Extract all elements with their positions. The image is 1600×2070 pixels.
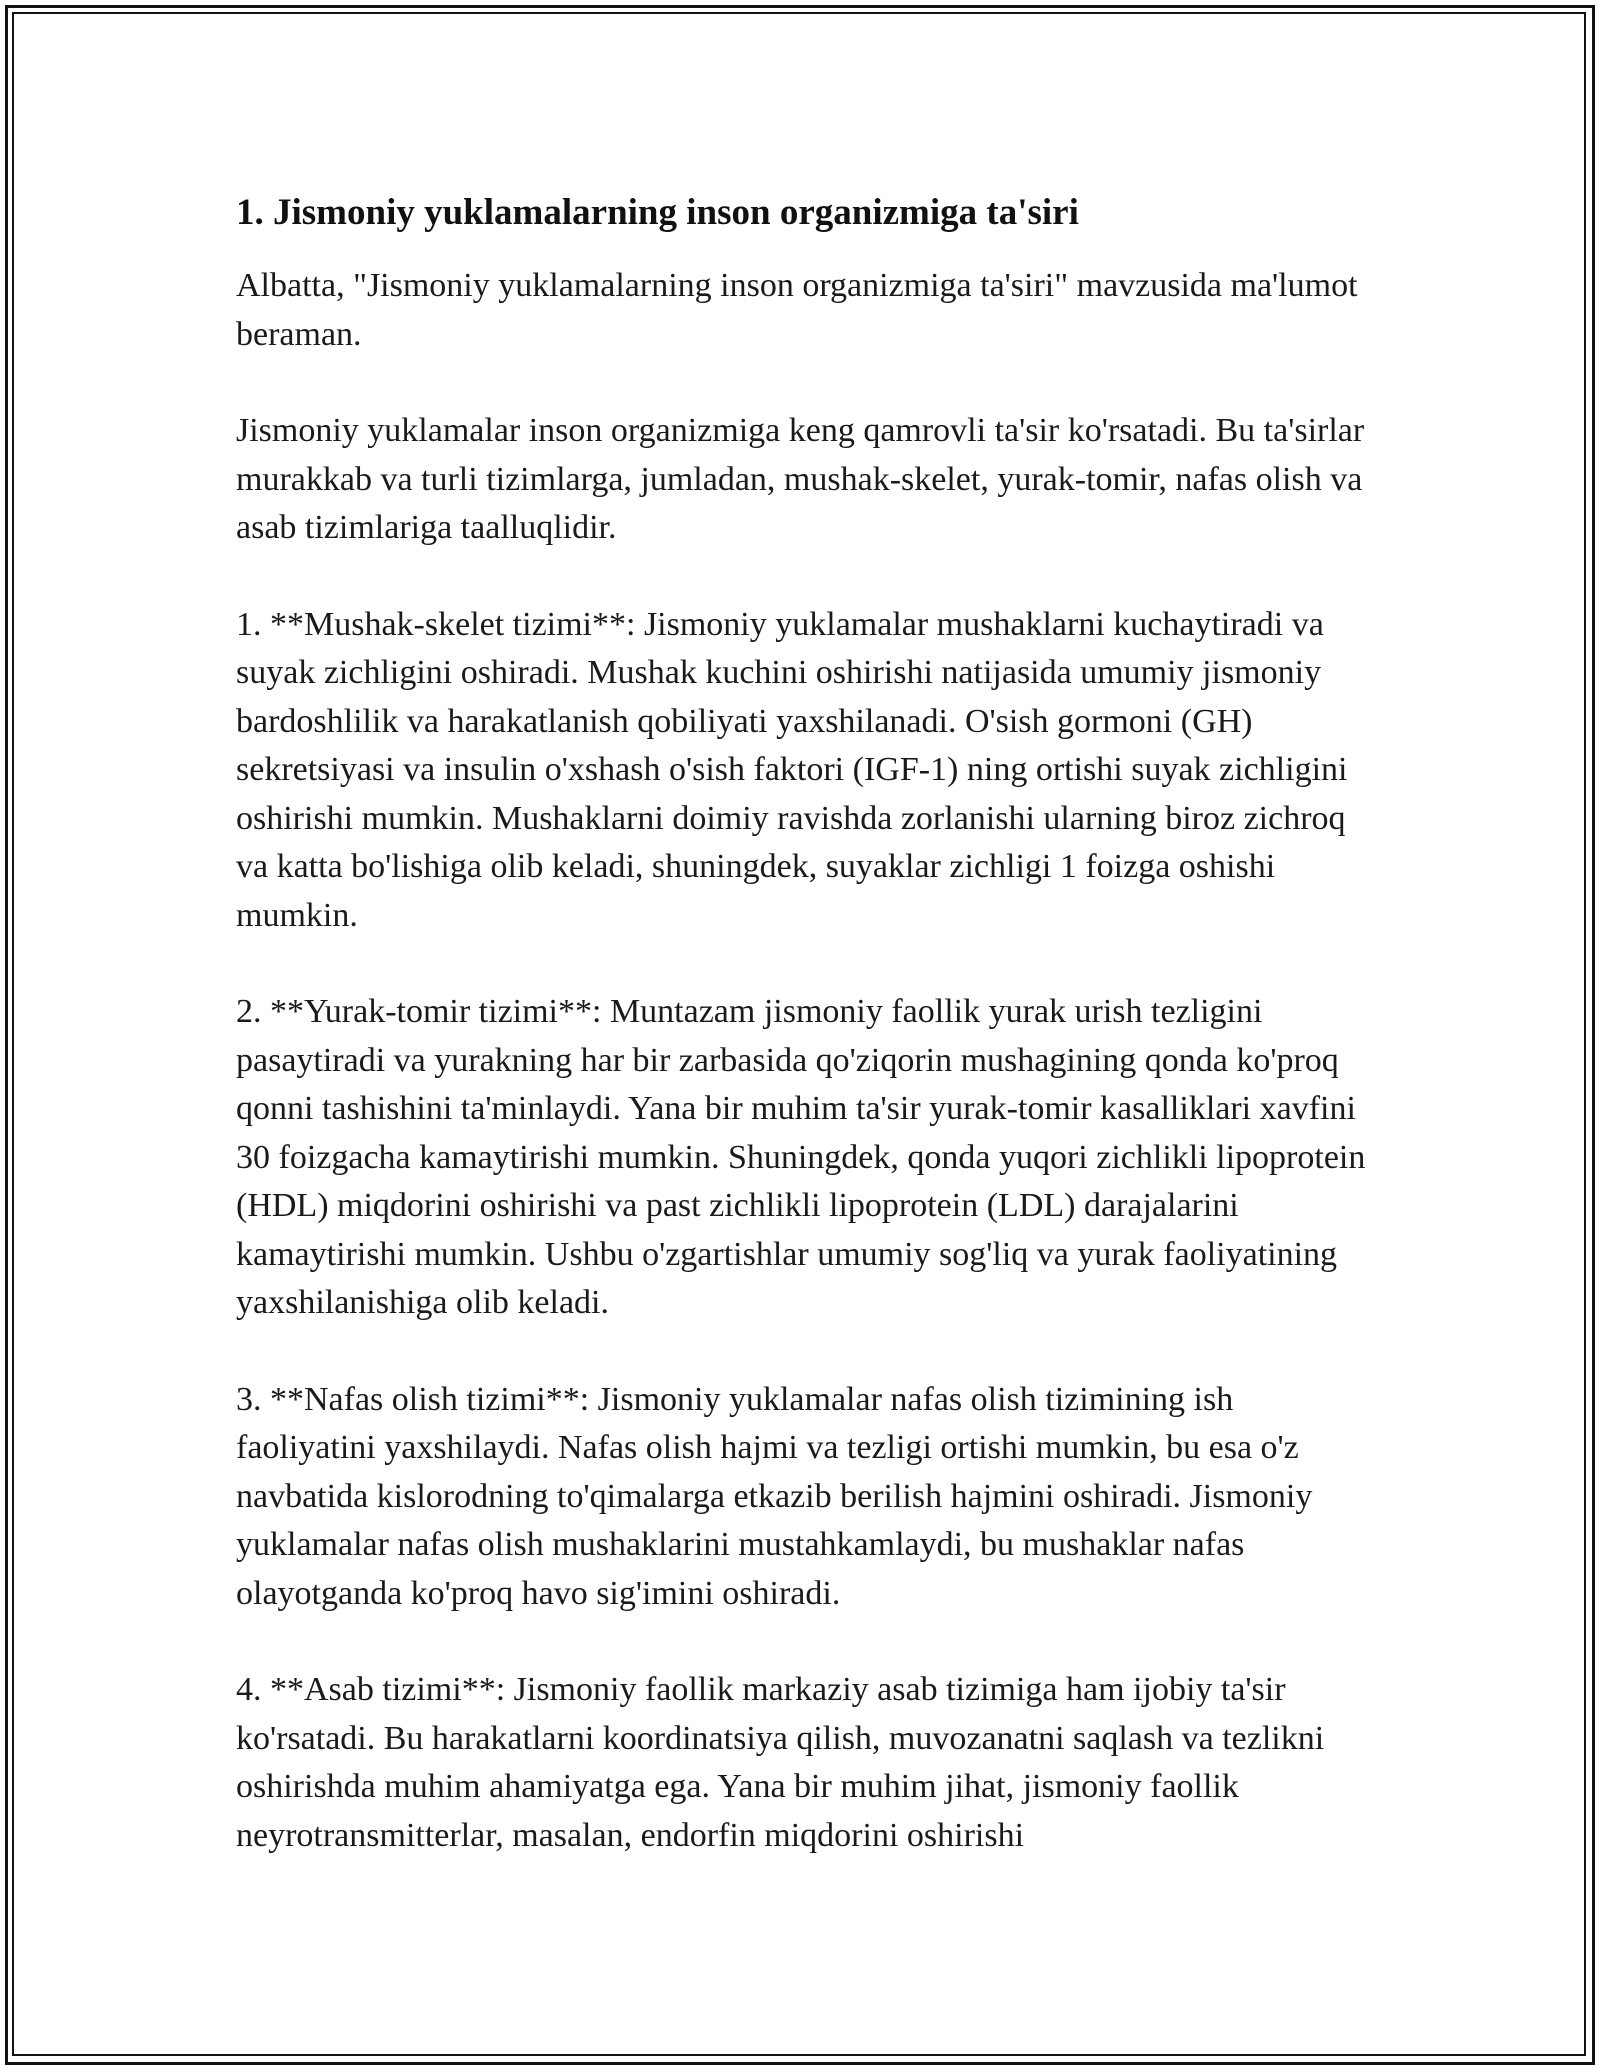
- document-body: [236, 182, 1376, 1908]
- respiratory-paragraph: 3. **Nafas olish tizimi**: Jismoniy yuklamalar nafas olish tizimining ish faoliyatini yaxshilaydi. Nafas olish hajmi va tezligi ortishi mumkin, bu esa o'z navbatida kislorodning to'qimalarga etkazib berilish hajmini oshiradi. Jismoniy yuklamalar nafas olish mushaklarini mustahkamlaydi, bu mushaklar nafas olayotganda ko'proq havo sig'imini oshiradi.: [236, 1380, 1313, 1612]
- intro-paragraph: Albatta, "Jismoniy yuklamalarning inson organizmiga ta'siri" mavzusida ma'lumot beraman.: [236, 267, 1358, 353]
- musculoskeletal-paragraph: 1. **Mushak-skelet tizimi**: Jismoniy yuklamalar mushaklarni kuchaytiradi va suyak zichligini oshiradi. Mushak kuchini oshirishi natijasida umumiy jismoniy bardoshlilik va harakatlanish qobiliyati yaxshilanadi. O'sish gormoni (GH) sekretsiyasi va insulin o'xshash o'sish faktori (IGF-1) ning ortishi suyak zichligini oshirishi mumkin. Mushaklarni doimiy ravishda zorlanishi ularning biroz zichroq va katta bo'lishiga olib keladi, shuningdek, suyaklar zichligi 1 foizga oshishi mumkin.: [236, 605, 1348, 934]
- nervous-system-paragraph: 4. **Asab tizimi**: Jismoniy faollik markaziy asab tizimiga ham ijobiy ta'sir ko'rsatadi. Bu harakatlarni koordinatsiya qilish, muvozanatni saqlash va tezlikni oshirishda muhim ahamiyatga ega. Yana bir muhim jihat, jismoniy faollik neyrotransmitterlar, masalan, endorfin miqdorini oshirishi: [236, 1671, 1325, 1854]
- overview-paragraph: Jismoniy yuklamalar inson organizmiga keng qamrovli ta'sir ko'rsatadi. Bu ta'sirlar murakkab va turli tizimlarga, jumladan, mushak-skelet, yurak-tomir, nafas olish va asab tizimlariga taalluqlidir.: [236, 412, 1365, 546]
- page-title: 1. Jismoniy yuklamalarning inson organizmiga ta'siri: [236, 192, 1079, 233]
- cardiovascular-paragraph: 2. **Yurak-tomir tizimi**: Muntazam jismoniy faollik yurak urish tezligini pasaytiradi va yurakning har bir zarbasida qo'ziqorin mushagining qonda ko'proq qonni tashishini ta'minlaydi. Yana bir muhim ta'sir yurak-tomir kasalliklari xavfini 30 foizgacha kamaytirishi mumkin. Shuningdek, qonda yuqori zichlikli lipoprotein (HDL) miqdorini oshirishi va past zichlikli lipoprotein (LDL) darajalarini kamaytirishi mumkin. Ushbu o'zgartishlar umumiy sog'liq va yurak faoliyatining yaxshilanishiga olib keladi.: [236, 993, 1366, 1321]
